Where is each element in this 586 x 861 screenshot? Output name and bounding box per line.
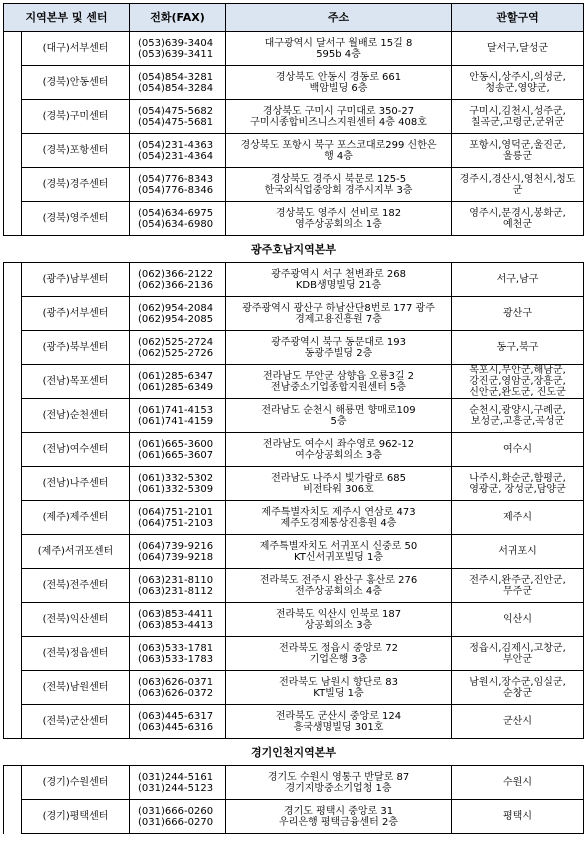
area-cell: [452, 202, 584, 236]
address-cell: [226, 467, 452, 501]
table-row: [4, 501, 584, 535]
center-name: (전남)목포센터: [22, 365, 130, 399]
area-cell: [452, 399, 584, 433]
address-cell: [226, 671, 452, 705]
phone-cell-line: (061)665-3607: [138, 449, 214, 461]
address-cell-line: 경상북도 영주시 선비로 182: [275, 207, 402, 219]
phone-cell: [130, 134, 226, 168]
table-row: [4, 399, 584, 433]
area-cell-line: 달서구,달성군: [486, 43, 549, 54]
area-cell-line: 남원시,장수군,임실군,: [469, 676, 566, 688]
phone-cell-line: (031)666-0260: [138, 805, 214, 817]
table-header-row: [4, 4, 584, 32]
region-indent: [4, 766, 22, 834]
phone-cell-line: (061)285-6349: [138, 381, 214, 393]
phone-cell-line: (062)525-2724: [138, 336, 214, 348]
area-cell: [452, 100, 584, 134]
center-name: (경북)구미센터: [22, 100, 130, 134]
address-cell-line: 595b 4층: [316, 48, 361, 60]
area-cell-line: 무주군: [503, 585, 532, 597]
phone-cell-line: (062)954-2085: [138, 313, 214, 325]
phone-cell-line: (063)533-1781: [138, 642, 214, 654]
address-cell-line: 동광주빌딩 2층: [304, 347, 373, 359]
address-cell: [226, 399, 452, 433]
phone-cell-line: (053)639-3411: [138, 48, 214, 60]
address-cell-line: 비전타워 306호: [303, 483, 374, 495]
phone-cell-line: (054)634-6975: [138, 207, 214, 219]
address-cell-line: 경상북도 안동시 경동로 661: [275, 71, 402, 83]
address-cell-line: 광주광역시 광산구 하남산단8번로 177 광주: [242, 302, 435, 314]
address-cell-line: 영주상공회의소 1층: [295, 218, 382, 230]
phone-cell: [130, 603, 226, 637]
center-name: (경기)수원센터: [22, 766, 130, 800]
area-cell-line: 구미시,김천시,성주군,: [469, 105, 566, 117]
phone-cell: [130, 800, 226, 834]
address-cell-line: 전남중소기업종합지원센터 5층: [270, 381, 407, 393]
phone-cell-line: (061)332-5309: [138, 483, 214, 495]
phone-cell-line: (063)231-8110: [138, 574, 214, 586]
phone-cell: [130, 501, 226, 535]
address-cell-line: 우리은행 평택금융센터 2층: [279, 816, 398, 828]
address-cell-line: 경기도 수원시 영통구 반달로 87: [267, 771, 410, 783]
phone-cell: [130, 637, 226, 671]
table-row: [4, 603, 584, 637]
region-header-row: [4, 739, 584, 766]
phone-cell: [130, 467, 226, 501]
center-name: (전남)순천센터: [22, 399, 130, 433]
phone-cell-line: (053)639-3404: [138, 37, 214, 49]
region-header-row: [4, 236, 584, 263]
phone-cell-line: (063)231-8112: [138, 585, 214, 597]
address-cell-line: 경상북도 구미시 구미대로 350-27: [262, 105, 415, 117]
center-name: (광주)남부센터: [22, 263, 130, 297]
address-cell-line: 제주도경제통상진흥원 4층: [280, 517, 397, 529]
address-cell-line: 기업은행 3층: [309, 653, 368, 665]
address-cell-line: 행 4층: [324, 150, 353, 162]
area-cell: [452, 603, 584, 637]
address-cell-line: 전라남도 순천시 해룡면 향매로109: [261, 404, 416, 416]
center-name: (광주)서부센터: [22, 297, 130, 331]
phone-cell: [130, 535, 226, 569]
area-cell-line: 강진군,영암군,장흥군,: [469, 376, 566, 387]
region-indent: [4, 32, 22, 236]
phone-cell-line: (054)776-8343: [138, 173, 214, 185]
address-cell: [226, 168, 452, 202]
table-row: [4, 766, 584, 800]
phone-cell-line: (031)244-5161: [138, 771, 214, 783]
address-cell-line: 광주광역시 북구 동문대로 193: [271, 336, 406, 348]
center-name: (전남)나주센터: [22, 467, 130, 501]
phone-cell-line: (054)231-4364: [138, 150, 214, 162]
area-cell-line: 제주시: [503, 512, 532, 523]
phone-cell: [130, 705, 226, 739]
area-cell-line: 나주시,화순군,함평군,: [469, 472, 566, 484]
address-cell: [226, 705, 452, 739]
phone-cell-line: (063)445-6316: [138, 721, 214, 733]
area-cell-line: 경주시,경산시,영천시,청도: [459, 173, 576, 185]
table-row: [4, 297, 584, 331]
phone-cell: [130, 202, 226, 236]
area-cell-line: 정읍시,김제시,고창군,: [469, 642, 566, 654]
phone-cell-line: (061)665-3600: [138, 438, 214, 450]
address-cell: [226, 569, 452, 603]
table-row: [4, 467, 584, 501]
table-row: [4, 168, 584, 202]
phone-cell: [130, 168, 226, 202]
address-cell-line: 5층: [330, 415, 347, 427]
phone-cell-line: (054)475-5681: [138, 116, 214, 128]
phone-cell-line: (064)751-2103: [138, 517, 214, 529]
address-cell: [226, 66, 452, 100]
area-cell: [452, 66, 584, 100]
area-cell: [452, 535, 584, 569]
area-cell: [452, 134, 584, 168]
area-cell-line: 신안군,완도군, 진도군: [469, 387, 566, 398]
address-cell: [226, 433, 452, 467]
area-cell-line: 순천시,광양시,구례군,: [469, 404, 566, 416]
phone-cell: [130, 671, 226, 705]
area-cell: [452, 800, 584, 834]
phone-cell-line: (062)366-2136: [138, 279, 214, 291]
phone-cell-line: (061)332-5302: [138, 472, 214, 484]
address-cell: [226, 297, 452, 331]
phone-cell-line: (064)751-2101: [138, 506, 214, 518]
address-cell-line: KT신서귀포빌딩 1층: [293, 551, 384, 563]
phone-cell-line: (054)854-3281: [138, 71, 214, 83]
phone-cell-line: (063)533-1783: [138, 653, 214, 665]
address-cell: [226, 202, 452, 236]
area-cell-line: 군산시: [503, 716, 532, 727]
table-row: [4, 535, 584, 569]
area-cell: [452, 263, 584, 297]
table-row: [4, 331, 584, 365]
address-cell-line: 경기도 평택시 중앙로 31: [283, 805, 394, 817]
area-cell-line: 포항시,영덕군,울진군,: [469, 139, 566, 151]
address-cell-line: 백암빌딩 6층: [309, 82, 368, 94]
phone-cell: [130, 433, 226, 467]
phone-cell-line: (062)525-2726: [138, 347, 214, 359]
center-name: (대구)서부센터: [22, 32, 130, 66]
table-row: [4, 800, 584, 834]
table-row: [4, 365, 584, 399]
address-cell: [226, 134, 452, 168]
phone-cell-line: (063)445-6317: [138, 710, 214, 722]
address-cell-line: 경상북도 포항시 북구 포스코대로299 신한은: [240, 139, 437, 151]
header-address: 주소: [226, 4, 452, 32]
table-row: [4, 433, 584, 467]
table-row: [4, 100, 584, 134]
address-cell-line: 전라북도 군산시 중앙로 124: [275, 710, 402, 722]
phone-cell: [130, 100, 226, 134]
area-cell-line: 칠곡군,고령군,군위군: [470, 116, 565, 128]
phone-cell-line: (063)626-0371: [138, 676, 214, 688]
phone-cell-line: (061)741-4159: [138, 415, 214, 427]
table-row: [4, 569, 584, 603]
center-name: (경기)평택센터: [22, 800, 130, 834]
region-title: 경기인천지역본부: [4, 739, 584, 766]
phone-cell-line: (062)954-2084: [138, 302, 214, 314]
area-cell-line: 예천군: [503, 218, 532, 230]
address-cell-line: 광주광역시 서구 천변좌로 268: [271, 268, 406, 280]
phone-cell-line: (061)285-6347: [138, 370, 214, 382]
address-cell: [226, 637, 452, 671]
address-cell-line: 한국외식업중앙회 경주시지부 3층: [264, 184, 413, 196]
phone-cell: [130, 766, 226, 800]
area-cell: [452, 331, 584, 365]
area-cell-line: 평택시: [503, 811, 532, 822]
center-name: (경북)안동센터: [22, 66, 130, 100]
area-cell-line: 수원시: [503, 777, 532, 788]
center-name: (광주)북부센터: [22, 331, 130, 365]
area-cell: [452, 671, 584, 705]
address-cell: [226, 100, 452, 134]
phone-cell: [130, 569, 226, 603]
address-cell-line: 여수상공회의소 3층: [295, 449, 382, 461]
area-cell-line: 영광군, 장성군,담양군: [469, 483, 566, 495]
area-cell-line: 익산시: [503, 614, 532, 625]
address-cell: [226, 331, 452, 365]
address-cell-line: KT빌딩 1층: [313, 687, 364, 699]
address-cell-line: 제주특별자치도 서귀포시 신중로 50: [259, 540, 418, 552]
area-cell: [452, 365, 584, 399]
address-cell: [226, 766, 452, 800]
phone-cell: [130, 66, 226, 100]
area-cell: [452, 32, 584, 66]
area-cell: [452, 467, 584, 501]
center-name: (제주)제주센터: [22, 501, 130, 535]
phone-cell-line: (064)739-9216: [138, 540, 214, 552]
phone-cell-line: (031)666-0270: [138, 816, 214, 828]
table-row: [4, 202, 584, 236]
region-title: 광주호남지역본부: [4, 236, 584, 263]
area-cell-line: 목포시,무안군,해남군,: [469, 365, 566, 376]
phone-cell-line: (054)475-5682: [138, 105, 214, 117]
area-cell-line: 서구,남구: [496, 274, 539, 285]
header-area: 관할구역: [452, 4, 584, 32]
phone-cell-line: (031)244-5123: [138, 782, 214, 794]
area-cell-line: 군: [512, 184, 523, 196]
center-name: (경북)포항센터: [22, 134, 130, 168]
phone-cell-line: (063)626-0372: [138, 687, 214, 699]
area-cell-line: 동구,북구: [496, 342, 539, 353]
address-cell-line: 대구광역시 달서구 월배로 15길 8: [264, 37, 413, 49]
address-cell-line: 제주특별자치도 제주시 연삼로 473: [261, 506, 416, 518]
center-name: (제주)서귀포센터: [22, 535, 130, 569]
phone-cell: [130, 399, 226, 433]
center-name: (전북)군산센터: [22, 705, 130, 739]
address-cell-line: KDB생명빌딩 21층: [295, 279, 382, 291]
table-row: [4, 32, 584, 66]
area-cell-line: 보성군,고흥군,곡성군: [470, 415, 565, 427]
table-row: [4, 66, 584, 100]
phone-cell: [130, 365, 226, 399]
area-cell-line: 울릉군: [503, 150, 532, 162]
address-cell-line: 전라북도 익산시 인북로 187: [275, 608, 402, 620]
address-cell-line: 경기지방중소기업청 1층: [285, 782, 392, 794]
phone-cell: [130, 331, 226, 365]
area-cell-line: 여수시: [503, 444, 532, 455]
address-cell-line: 경제고용진흥원 7층: [295, 313, 382, 325]
area-cell-line: 전주시,완주군,진안군,: [469, 574, 566, 586]
phone-cell-line: (061)741-4153: [138, 404, 214, 416]
phone-cell: [130, 263, 226, 297]
phone-cell-line: (054)854-3284: [138, 82, 214, 94]
center-name: (경북)영주센터: [22, 202, 130, 236]
area-cell-line: 순창군: [503, 687, 532, 699]
area-cell-line: 부안군: [503, 653, 532, 665]
phone-cell-line: (063)853-4411: [138, 608, 214, 620]
area-cell: [452, 297, 584, 331]
address-cell-line: 전주상공회의소 4층: [295, 585, 382, 597]
address-cell-line: 전라북도 정읍시 중앙로 72: [279, 642, 398, 654]
address-cell: [226, 365, 452, 399]
center-name: (전북)익산센터: [22, 603, 130, 637]
area-cell-line: 광산구: [503, 308, 532, 319]
area-cell-line: 서귀포시: [498, 546, 537, 557]
header-center: 지역본부 및 센터: [4, 4, 130, 32]
area-cell: [452, 766, 584, 800]
area-cell-line: 영주시,문경시,봉화군,: [469, 207, 566, 219]
area-cell: [452, 501, 584, 535]
table-row: [4, 705, 584, 739]
address-cell-line: 전라남도 무안군 삼향읍 오룡3길 2: [263, 370, 415, 382]
table-row: [4, 671, 584, 705]
area-cell-line: 안동시,상주시,의성군,: [469, 71, 566, 83]
area-cell: [452, 433, 584, 467]
table-row: [4, 263, 584, 297]
address-cell-line: 전라북도 남원시 향단로 83: [279, 676, 398, 688]
region-indent: [4, 263, 22, 739]
phone-cell-line: (054)776-8346: [138, 184, 214, 196]
center-name: (경북)경주센터: [22, 168, 130, 202]
phone-cell-line: (064)739-9218: [138, 551, 214, 563]
table-body: [4, 32, 584, 834]
area-cell: [452, 637, 584, 671]
address-cell: [226, 535, 452, 569]
center-name: (전남)여수센터: [22, 433, 130, 467]
address-cell: [226, 800, 452, 834]
area-cell-line: 청송군,영양군,: [485, 82, 550, 94]
center-name: (전북)전주센터: [22, 569, 130, 603]
address-cell: [226, 263, 452, 297]
phone-cell-line: (063)853-4413: [138, 619, 214, 631]
area-cell: [452, 569, 584, 603]
phone-cell-line: (054)634-6980: [138, 218, 214, 230]
address-cell-line: 전라남도 나주시 빛가람로 685: [271, 472, 406, 484]
address-cell-line: 전라남도 여수시 좌수영로 962-12: [262, 438, 415, 450]
phone-cell: [130, 297, 226, 331]
area-cell: [452, 705, 584, 739]
center-name: (전북)정읍센터: [22, 637, 130, 671]
center-name: (전북)남원센터: [22, 671, 130, 705]
address-cell-line: 구미시종합비즈니스지원센터 4층 408호: [250, 116, 427, 128]
header-phone: 전화(FAX): [130, 4, 226, 32]
address-cell-line: 경상북도 경주시 북문로 125-5: [270, 173, 407, 185]
phone-cell: [130, 32, 226, 66]
phone-cell-line: (062)366-2122: [138, 268, 214, 280]
table-row: [4, 134, 584, 168]
center-directory-table: [3, 3, 584, 834]
address-cell: [226, 32, 452, 66]
table-row: [4, 637, 584, 671]
address-cell-line: 전라북도 전주시 완산구 홍산로 276: [259, 574, 418, 586]
address-cell: [226, 603, 452, 637]
address-cell: [226, 501, 452, 535]
address-cell-line: 흥국생명빌딩 301호: [293, 721, 384, 733]
area-cell: [452, 168, 584, 202]
phone-cell-line: (054)231-4363: [138, 139, 214, 151]
address-cell-line: 상공회의소 3층: [304, 619, 373, 631]
